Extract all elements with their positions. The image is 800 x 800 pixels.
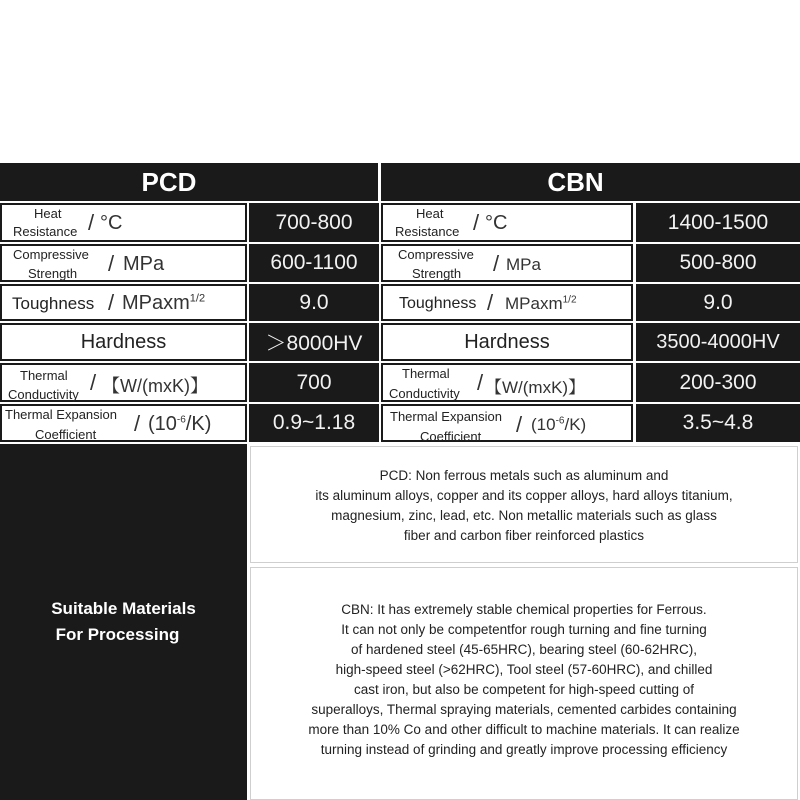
- unit-exponent: -6: [555, 415, 565, 427]
- label-line1: Heat: [34, 206, 62, 221]
- pcd-heat-resistance-label-cell: [0, 203, 247, 242]
- cbn-desc-line: high-speed steel (>62HRC), Tool steel (57-60HRC), and chilled: [335, 662, 713, 677]
- separator: /: [108, 251, 115, 276]
- cbn-desc-line: of hardened steel (45-65HRC), bearing steel (60-62HRC),: [351, 642, 697, 657]
- pcd-header: [0, 163, 378, 201]
- separator: /: [516, 412, 523, 437]
- unit-tail: /K): [185, 413, 212, 435]
- pcd-compressive-strength-label-cell: [0, 244, 247, 282]
- pcd-desc-line: fiber and carbon fiber reinforced plastics: [403, 528, 645, 543]
- cbn-hardness-label-cell: [381, 323, 633, 361]
- unit: [122, 292, 205, 315]
- label: Hardness: [80, 330, 167, 353]
- cbn-thermal-conductivity-value: [636, 363, 800, 402]
- label-line2: Coefficient: [35, 427, 97, 442]
- label-line2: Conductivity: [8, 387, 79, 402]
- value: 9.0: [703, 290, 733, 314]
- cbn-header: [381, 163, 800, 201]
- value: 9.0: [299, 290, 329, 314]
- cbn-hardness-value: [636, 323, 800, 361]
- cbn-thermal-expansion-value: [636, 404, 800, 442]
- unit-tail: /K): [564, 415, 587, 434]
- value: 600-1100: [270, 251, 358, 274]
- label-line2: Conductivity: [389, 386, 460, 401]
- cbn-desc-line: It can not only be competentfor rough turning and fine turning: [341, 622, 707, 637]
- label-line1: Thermal: [402, 366, 450, 381]
- unit: MPa: [506, 255, 541, 274]
- value: ＞8000HV: [265, 332, 363, 355]
- label-line1: Heat: [416, 206, 444, 221]
- suitable-title-line2: For Processing: [55, 625, 180, 644]
- label-line1: Compressive: [398, 247, 474, 262]
- label-line2: Coefficient: [420, 429, 482, 444]
- unit-base: (10: [531, 415, 556, 434]
- value: 500-800: [679, 251, 757, 274]
- pcd-heat-resistance-value: [249, 203, 379, 242]
- label-line2: Resistance: [395, 224, 460, 239]
- cbn-desc-line: cast iron, but also be competent for high-speed cutting of: [354, 682, 694, 697]
- pcd-thermal-expansion-label-cell: [0, 404, 247, 442]
- cbn-desc-line: superalloys, Thermal spraying materials, cemented carbides containing: [311, 702, 737, 717]
- cbn-toughness-label-cell: [381, 284, 633, 321]
- separator: /: [88, 210, 95, 235]
- value: 3500-4000HV: [656, 330, 780, 353]
- pcd-hardness-value: [249, 323, 379, 361]
- unit: 【W/(mxK)】: [102, 376, 208, 396]
- pcd-desc-line: PCD: Non ferrous metals such as aluminum and: [379, 468, 669, 483]
- unit-base: (10: [148, 413, 177, 435]
- cbn-toughness-value: [636, 284, 800, 321]
- cbn-heat-resistance-value: [636, 203, 800, 242]
- value: 200-300: [679, 370, 757, 394]
- label-line2: Strength: [28, 266, 78, 281]
- cbn-desc-line: turning instead of grinding and greatly improve processing efficiency: [320, 742, 728, 757]
- value: 3.5~4.8: [682, 411, 754, 434]
- pcd-toughness-label-cell: [0, 284, 247, 321]
- cbn-compressive-strength-value: [636, 244, 800, 282]
- cbn-desc-line: CBN: It has extremely stable chemical properties for Ferrous.: [341, 602, 707, 617]
- unit: [531, 415, 586, 435]
- unit-exponent: 1/2: [189, 292, 206, 305]
- value: 1400-1500: [667, 210, 769, 234]
- unit-base: MPaxm: [505, 294, 563, 313]
- cbn-compressive-strength-label-cell: [381, 244, 633, 282]
- label-line2: Resistance: [13, 224, 78, 239]
- label-line1: Thermal Expansion: [390, 409, 502, 424]
- pcd-thermal-conductivity-value: [249, 363, 379, 402]
- unit-exponent: 1/2: [562, 294, 577, 306]
- pcd-thermal-conductivity-label-cell: [0, 363, 247, 402]
- pcd-desc-line: its aluminum alloys, copper and its copper alloys, hard alloys titanium,: [315, 488, 733, 503]
- label: Toughness: [12, 294, 95, 313]
- pcd-toughness-value: [249, 284, 379, 321]
- pcd-header-label: PCD: [141, 166, 197, 197]
- label-line1: Thermal Expansion: [5, 407, 117, 422]
- unit: °C: [485, 212, 508, 234]
- pcd-desc-line: magnesium, zinc, lead, etc. Non metallic materials such as glass: [331, 508, 717, 523]
- unit: [148, 413, 211, 436]
- value: 700-800: [275, 210, 353, 234]
- separator: /: [134, 411, 141, 436]
- label: Hardness: [464, 330, 550, 353]
- value: 700: [296, 370, 332, 394]
- suitable-title-line1: Suitable Materials: [51, 599, 196, 618]
- pcd-hardness-label-cell: [0, 323, 247, 361]
- label: Toughness: [399, 295, 477, 312]
- pcd-thermal-expansion-value: [249, 404, 379, 442]
- separator: /: [473, 210, 480, 235]
- cbn-desc-line: more than 10% Co and other difficult to machine materials. It can realize: [308, 722, 740, 737]
- unit: °C: [100, 212, 123, 234]
- label-line1: Thermal: [20, 368, 68, 383]
- separator: /: [90, 370, 97, 395]
- unit: MPa: [123, 253, 165, 275]
- cbn-thermal-conductivity-label-cell: [381, 363, 633, 402]
- cbn-header-label: CBN: [547, 166, 604, 197]
- suitable-materials-heading: [0, 444, 247, 800]
- separator: /: [477, 370, 484, 395]
- label-line2: Strength: [412, 266, 462, 281]
- unit-base: MPaxm: [122, 292, 190, 314]
- separator: /: [487, 290, 494, 315]
- separator: /: [493, 251, 500, 276]
- unit-exponent: -6: [176, 414, 186, 426]
- separator: /: [108, 290, 115, 315]
- cbn-materials-description: [250, 567, 798, 800]
- value: 0.9~1.18: [272, 411, 356, 434]
- pcd-materials-description: [250, 446, 798, 563]
- label-line1: Compressive: [13, 247, 89, 262]
- unit: [505, 294, 577, 314]
- unit: 【W/(mxK)】: [485, 378, 586, 397]
- cbn-heat-resistance-label-cell: [381, 203, 633, 242]
- pcd-compressive-strength-value: [249, 244, 379, 282]
- cbn-thermal-expansion-label-cell: [381, 404, 633, 442]
